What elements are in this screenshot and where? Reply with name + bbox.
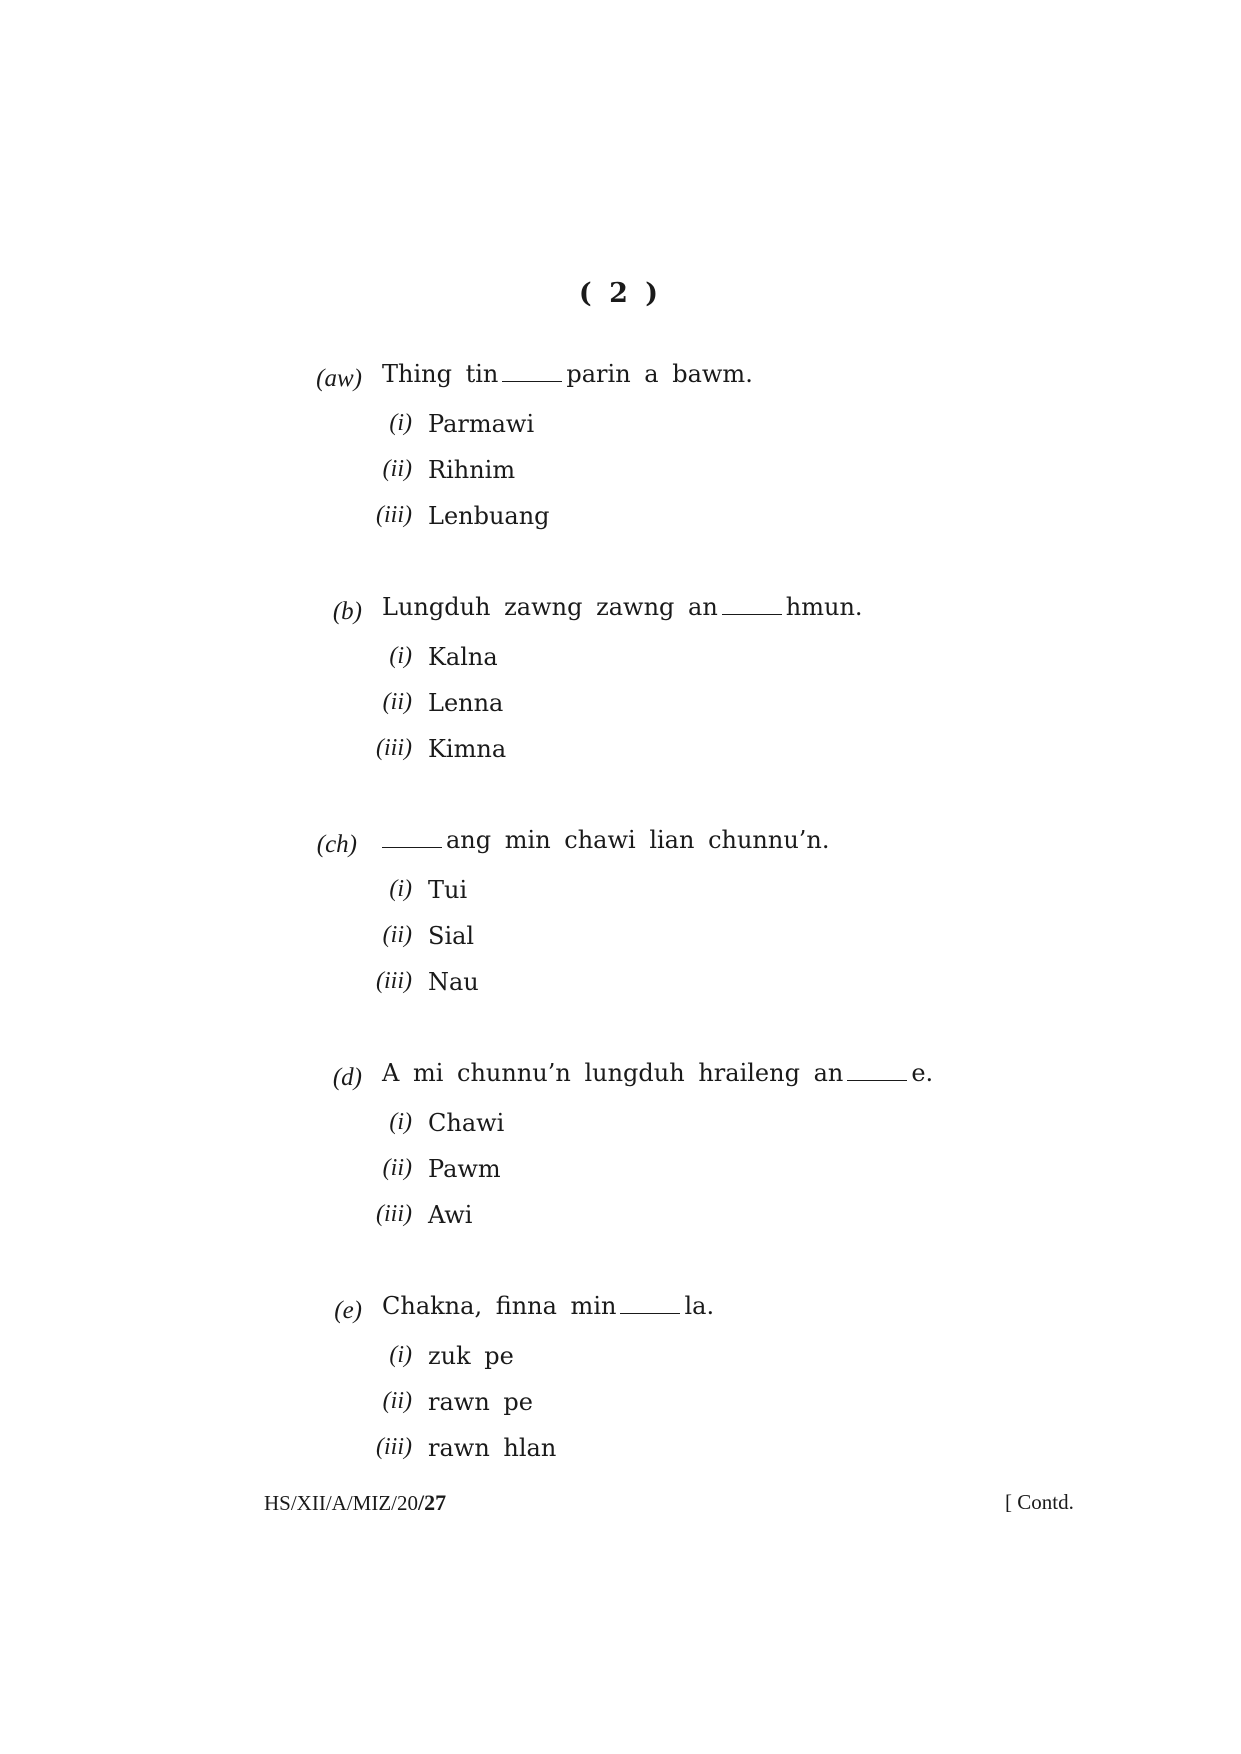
option-label: (i)	[389, 643, 412, 669]
option-text: rawn pe	[428, 1388, 533, 1416]
option-label: (iii)	[376, 1434, 412, 1460]
option-item	[0, 1388, 1241, 1428]
option-label: (i)	[389, 1342, 412, 1368]
option-text: zuk pe	[428, 1342, 514, 1370]
question-label: (e)	[334, 1297, 362, 1324]
option-item	[0, 1155, 1241, 1195]
option-item	[0, 689, 1241, 729]
option-text: Nau	[428, 968, 479, 996]
paper-code	[264, 1490, 446, 1516]
option-text: Kalna	[428, 643, 498, 671]
question-text	[382, 1292, 714, 1320]
answer-blank	[847, 1079, 907, 1081]
paper-code-prefix: HS/XII/A/MIZ/20	[264, 1491, 418, 1515]
option-item	[0, 1109, 1241, 1149]
answer-blank	[382, 846, 442, 848]
question-text	[382, 1059, 933, 1087]
option-text: Kimna	[428, 735, 507, 763]
option-text: Lenna	[428, 689, 504, 717]
option-item	[0, 876, 1241, 916]
option-label: (ii)	[382, 922, 412, 948]
question-text	[382, 360, 753, 388]
question-text-before: Thing tin	[382, 360, 499, 388]
option-label: (i)	[389, 1109, 412, 1135]
option-label: (ii)	[382, 1155, 412, 1181]
option-text: Tui	[428, 876, 468, 904]
question-text-after: la.	[684, 1292, 715, 1320]
option-text: rawn hlan	[428, 1434, 557, 1462]
option-text: Awi	[428, 1201, 473, 1229]
continued-marker: [ Contd.	[1005, 1490, 1074, 1514]
question-text-after: ang min chawi lian chunnu’n.	[446, 826, 830, 854]
option-item	[0, 1342, 1241, 1382]
question-text-before: Lungduh zawng zawng an	[382, 593, 718, 621]
question-text-before: Chakna, finna min	[382, 1292, 617, 1320]
question-label: (aw)	[316, 365, 362, 392]
question-text-after: e.	[911, 1059, 934, 1087]
option-item	[0, 410, 1241, 450]
option-item	[0, 643, 1241, 683]
option-label: (iii)	[376, 968, 412, 994]
question-text	[382, 826, 830, 854]
option-label: (iii)	[376, 502, 412, 528]
option-label: (ii)	[382, 1388, 412, 1414]
question-label: (b)	[332, 598, 362, 625]
option-text: Rihnim	[428, 456, 516, 484]
option-label: (i)	[389, 876, 412, 902]
option-label: (ii)	[382, 689, 412, 715]
option-item	[0, 1201, 1241, 1241]
question-label: (d)	[332, 1064, 362, 1091]
option-item	[0, 1434, 1241, 1474]
question-text-after: parin a bawm.	[566, 360, 753, 388]
option-text: Parmawi	[428, 410, 535, 438]
option-item	[0, 968, 1241, 1008]
option-item	[0, 502, 1241, 542]
question-text-after: hmun.	[785, 593, 863, 621]
question-text	[382, 593, 863, 621]
paper-code-suffix: /27	[418, 1490, 447, 1515]
option-label: (i)	[389, 410, 412, 436]
answer-blank	[502, 380, 562, 382]
question-text-before: A mi chunnu’n lungduh hraileng an	[382, 1059, 844, 1087]
option-text: Sial	[428, 922, 475, 950]
page-number: ( 2 )	[578, 278, 663, 309]
answer-blank	[620, 1312, 680, 1314]
option-item	[0, 922, 1241, 962]
answer-blank	[722, 613, 782, 615]
option-label: (iii)	[376, 735, 412, 761]
option-item	[0, 735, 1241, 775]
option-label: (ii)	[382, 456, 412, 482]
question-label: (ch)	[316, 831, 357, 858]
option-label: (iii)	[376, 1201, 412, 1227]
option-text: Chawi	[428, 1109, 505, 1137]
option-text: Lenbuang	[428, 502, 550, 530]
option-text: Pawm	[428, 1155, 501, 1183]
option-item	[0, 456, 1241, 496]
